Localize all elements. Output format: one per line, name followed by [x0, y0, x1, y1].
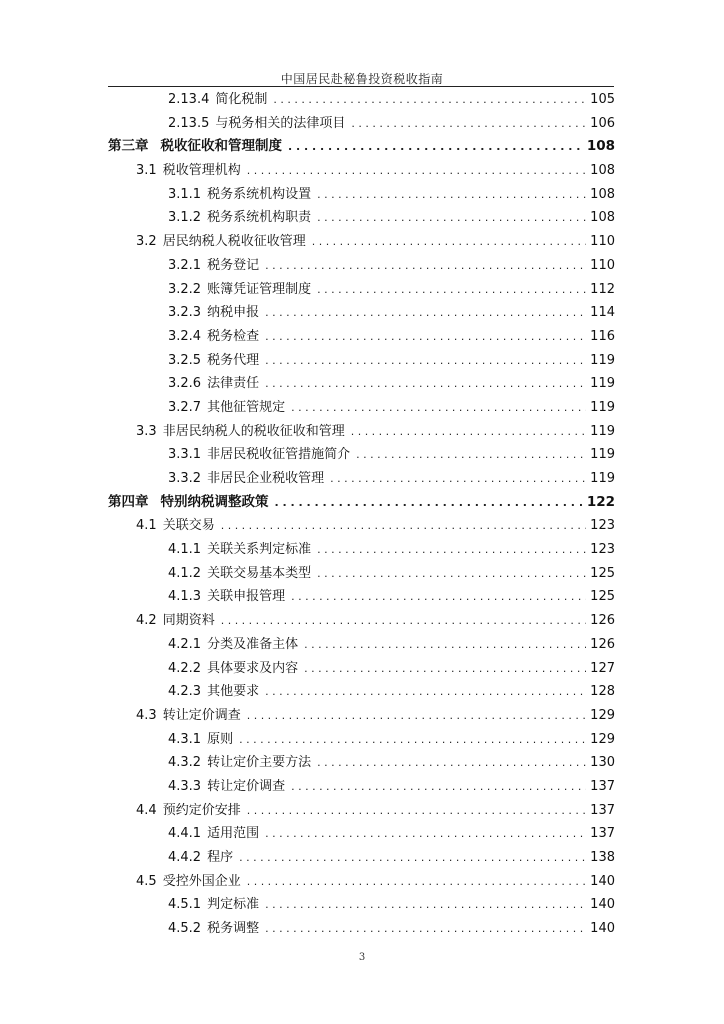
toc-section-entry[interactable]	[108, 704, 615, 728]
toc-entry-number: 3.2.4	[168, 328, 202, 344]
dot-leader	[317, 751, 586, 775]
table-of-contents	[108, 88, 615, 941]
toc-entry-title: 受控外国企业	[162, 873, 241, 889]
toc-entry-title: 税务系统机构职责	[207, 210, 312, 226]
toc-entry-page: 130	[590, 755, 615, 771]
toc-entry-page: 119	[590, 423, 615, 439]
dot-leader	[275, 491, 583, 515]
toc-entry-title: 关联关系判定标准	[207, 542, 312, 558]
toc-entry-title: 具体要求及内容	[207, 660, 299, 676]
dot-leader	[356, 443, 586, 467]
dot-leader	[330, 467, 586, 491]
toc-subsection-entry[interactable]	[108, 751, 615, 775]
toc-section-entry[interactable]	[108, 420, 615, 444]
toc-subsection-entry[interactable]	[108, 680, 615, 704]
toc-subsection-entry[interactable]	[108, 728, 615, 752]
toc-entry-number: 4.3	[136, 707, 157, 723]
toc-entry-title: 税收征收和管理制度	[160, 138, 282, 155]
toc-entry-title: 转让定价调查	[207, 778, 286, 794]
toc-entry-page: 108	[586, 138, 615, 155]
toc-entry-title: 其他要求	[207, 684, 260, 700]
dot-leader	[317, 562, 586, 586]
toc-subsection-entry[interactable]	[108, 88, 615, 112]
toc-entry-title: 税务系统机构设置	[207, 186, 312, 202]
toc-entry-number: 4.1.2	[168, 565, 202, 581]
toc-entry-page: 119	[590, 376, 615, 392]
dot-leader	[304, 633, 586, 657]
toc-entry-number: 4.3.1	[168, 731, 202, 747]
toc-entry-number: 3.2.5	[168, 352, 202, 368]
dot-leader	[291, 585, 586, 609]
toc-entry-number: 3.1	[136, 163, 157, 179]
toc-entry-page: 123	[590, 518, 615, 534]
toc-subsection-entry[interactable]	[108, 846, 615, 870]
toc-entry-title: 非居民企业税收管理	[207, 471, 325, 486]
toc-subsection-entry[interactable]	[108, 443, 615, 467]
toc-entry-title: 原则	[207, 731, 234, 747]
toc-subsection-entry[interactable]	[108, 278, 615, 302]
toc-entry-number: 第四章	[108, 493, 149, 510]
toc-entry-page: 119	[590, 352, 615, 368]
toc-entry-page: 137	[590, 778, 615, 794]
toc-subsection-entry[interactable]	[108, 657, 615, 681]
toc-subsection-entry[interactable]	[108, 633, 615, 657]
dot-leader	[317, 278, 586, 302]
toc-entry-title: 分类及准备主体	[207, 636, 299, 652]
dot-leader	[304, 657, 586, 681]
toc-entry-page: 119	[590, 471, 615, 486]
toc-entry-page: 138	[590, 850, 615, 865]
dot-leader	[265, 254, 586, 278]
toc-entry-title: 关联交易基本类型	[207, 565, 312, 581]
toc-entry-number: 3.2.2	[168, 281, 202, 297]
dot-leader	[351, 420, 586, 444]
toc-entry-number: 4.1	[136, 518, 157, 534]
dot-leader	[265, 325, 586, 349]
toc-chapter-entry[interactable]	[108, 491, 615, 515]
toc-entry-page: 140	[590, 897, 615, 913]
dot-leader	[317, 183, 586, 207]
toc-entry-title: 税务调整	[207, 921, 260, 937]
toc-section-entry[interactable]	[108, 870, 615, 894]
toc-entry-page: 128	[590, 684, 615, 700]
toc-entry-number: 4.2.2	[168, 660, 202, 676]
toc-entry-page: 105	[590, 92, 615, 107]
toc-entry-number: 4.3.2	[168, 755, 202, 771]
toc-subsection-entry[interactable]	[108, 822, 615, 846]
toc-entry-title: 简化税制	[215, 92, 268, 107]
toc-entry-page: 108	[590, 186, 615, 202]
toc-subsection-entry[interactable]	[108, 112, 615, 136]
toc-entry-number: 3.2.7	[168, 399, 202, 415]
toc-chapter-entry[interactable]	[108, 135, 615, 159]
toc-entry-page: 140	[590, 873, 615, 889]
toc-subsection-entry[interactable]	[108, 349, 615, 373]
toc-entry-title: 转让定价主要方法	[207, 755, 312, 771]
dot-leader	[265, 301, 586, 325]
toc-entry-title: 法律责任	[207, 376, 260, 392]
header-rule	[108, 86, 614, 87]
toc-entry-page: 122	[586, 493, 615, 510]
toc-section-entry[interactable]	[108, 159, 615, 183]
toc-entry-number: 4.2	[136, 613, 157, 629]
toc-entry-number: 3.2	[136, 234, 157, 250]
dot-leader	[288, 135, 583, 159]
toc-entry-number: 2.13.4	[168, 92, 210, 107]
toc-entry-number: 4.5.2	[168, 921, 202, 937]
toc-entry-title: 程序	[207, 850, 234, 865]
toc-subsection-entry[interactable]	[108, 585, 615, 609]
toc-subsection-entry[interactable]	[108, 893, 615, 917]
dot-leader	[247, 704, 586, 728]
toc-entry-number: 4.2.3	[168, 684, 202, 700]
toc-entry-number: 2.13.5	[168, 115, 210, 131]
dot-leader	[265, 893, 586, 917]
dot-leader	[291, 396, 586, 420]
toc-subsection-entry[interactable]	[108, 325, 615, 349]
toc-subsection-entry[interactable]	[108, 206, 615, 230]
toc-entry-number: 4.5	[136, 873, 157, 889]
dot-leader	[351, 112, 586, 136]
toc-entry-title: 账簿凭证管理制度	[207, 281, 312, 297]
dot-leader	[247, 799, 586, 823]
dot-leader	[317, 538, 586, 562]
toc-entry-title: 判定标准	[207, 897, 260, 913]
toc-entry-number: 3.3.2	[168, 471, 202, 486]
toc-entry-number: 3.2.1	[168, 257, 202, 273]
toc-entry-title: 关联交易	[162, 518, 215, 534]
toc-entry-page: 127	[590, 660, 615, 676]
toc-entry-number: 3.1.1	[168, 186, 202, 202]
toc-entry-page: 125	[590, 589, 615, 605]
toc-subsection-entry[interactable]	[108, 917, 615, 941]
toc-subsection-entry[interactable]	[108, 372, 615, 396]
dot-leader	[265, 680, 586, 704]
toc-entry-number: 3.1.2	[168, 210, 202, 226]
toc-entry-page: 108	[590, 210, 615, 226]
toc-entry-page: 140	[590, 921, 615, 937]
toc-entry-page: 112	[590, 281, 615, 297]
toc-entry-number: 4.4.1	[168, 826, 202, 842]
toc-entry-title: 非居民税收征管措施简介	[207, 447, 351, 463]
toc-entry-page: 114	[590, 305, 615, 321]
toc-subsection-entry[interactable]	[108, 396, 615, 420]
toc-entry-page: 137	[590, 826, 615, 842]
toc-entry-title: 税务登记	[207, 257, 260, 273]
toc-section-entry[interactable]	[108, 514, 615, 538]
page-number: 3	[358, 952, 366, 963]
dot-leader	[291, 775, 586, 799]
toc-entry-title: 居民纳税人税收征收管理	[162, 234, 306, 250]
dot-leader	[239, 728, 586, 752]
toc-entry-number: 3.3.1	[168, 447, 202, 463]
dot-leader	[221, 609, 586, 633]
toc-entry-page: 116	[590, 328, 615, 344]
toc-entry-number: 4.1.1	[168, 542, 202, 558]
dot-leader	[265, 349, 586, 373]
toc-subsection-entry[interactable]	[108, 467, 615, 491]
toc-section-entry[interactable]	[108, 609, 615, 633]
toc-entry-title: 非居民纳税人的税收征收和管理	[162, 423, 345, 439]
toc-subsection-entry[interactable]	[108, 775, 615, 799]
toc-entry-number: 3.2.3	[168, 305, 202, 321]
toc-entry-title: 关联申报管理	[207, 589, 286, 605]
toc-entry-page: 129	[590, 731, 615, 747]
toc-entry-number: 4.3.3	[168, 778, 202, 794]
toc-entry-page: 108	[590, 163, 615, 179]
dot-leader	[247, 870, 586, 894]
running-header: 中国居民赴秘鲁投资税收指南	[280, 72, 444, 86]
toc-entry-title: 税收管理机构	[162, 163, 241, 179]
toc-entry-page: 129	[590, 707, 615, 723]
toc-entry-page: 126	[590, 613, 615, 629]
toc-entry-title: 税务代理	[207, 352, 260, 368]
toc-entry-title: 其他征管规定	[207, 399, 286, 415]
toc-entry-page: 137	[590, 802, 615, 818]
dot-leader	[265, 822, 586, 846]
toc-entry-page: 106	[590, 115, 615, 131]
toc-entry-page: 119	[590, 447, 615, 463]
toc-entry-page: 125	[590, 565, 615, 581]
toc-entry-number: 第三章	[108, 138, 149, 155]
toc-entry-title: 纳税申报	[207, 305, 260, 321]
toc-section-entry[interactable]	[108, 230, 615, 254]
dot-leader	[265, 917, 586, 941]
dot-leader	[221, 514, 586, 538]
toc-subsection-entry[interactable]	[108, 562, 615, 586]
toc-entry-title: 适用范围	[207, 826, 260, 842]
toc-entry-title: 与税务相关的法律项目	[215, 115, 346, 131]
toc-subsection-entry[interactable]	[108, 301, 615, 325]
toc-entry-title: 特别纳税调整政策	[160, 493, 269, 510]
dot-leader	[239, 846, 586, 870]
toc-entry-number: 4.1.3	[168, 589, 202, 605]
toc-entry-page: 110	[590, 234, 615, 250]
toc-entry-title: 同期资料	[162, 613, 215, 629]
toc-entry-title: 预约定价安排	[162, 802, 241, 818]
toc-entry-number: 4.4.2	[168, 850, 202, 865]
toc-entry-page: 110	[590, 257, 615, 273]
toc-subsection-entry[interactable]	[108, 254, 615, 278]
toc-entry-number: 4.5.1	[168, 897, 202, 913]
dot-leader	[273, 88, 586, 112]
toc-entry-number: 4.4	[136, 802, 157, 818]
toc-entry-title: 转让定价调查	[162, 707, 241, 723]
toc-entry-page: 126	[590, 636, 615, 652]
dot-leader	[312, 230, 586, 254]
toc-entry-number: 4.2.1	[168, 636, 202, 652]
toc-entry-number: 3.3	[136, 423, 157, 439]
toc-section-entry[interactable]	[108, 799, 615, 823]
toc-entry-number: 3.2.6	[168, 376, 202, 392]
toc-entry-page: 119	[590, 399, 615, 415]
toc-subsection-entry[interactable]	[108, 538, 615, 562]
toc-entry-page: 123	[590, 542, 615, 558]
dot-leader	[317, 206, 586, 230]
toc-subsection-entry[interactable]	[108, 183, 615, 207]
toc-entry-title: 税务检查	[207, 328, 260, 344]
dot-leader	[247, 159, 586, 183]
dot-leader	[265, 372, 586, 396]
